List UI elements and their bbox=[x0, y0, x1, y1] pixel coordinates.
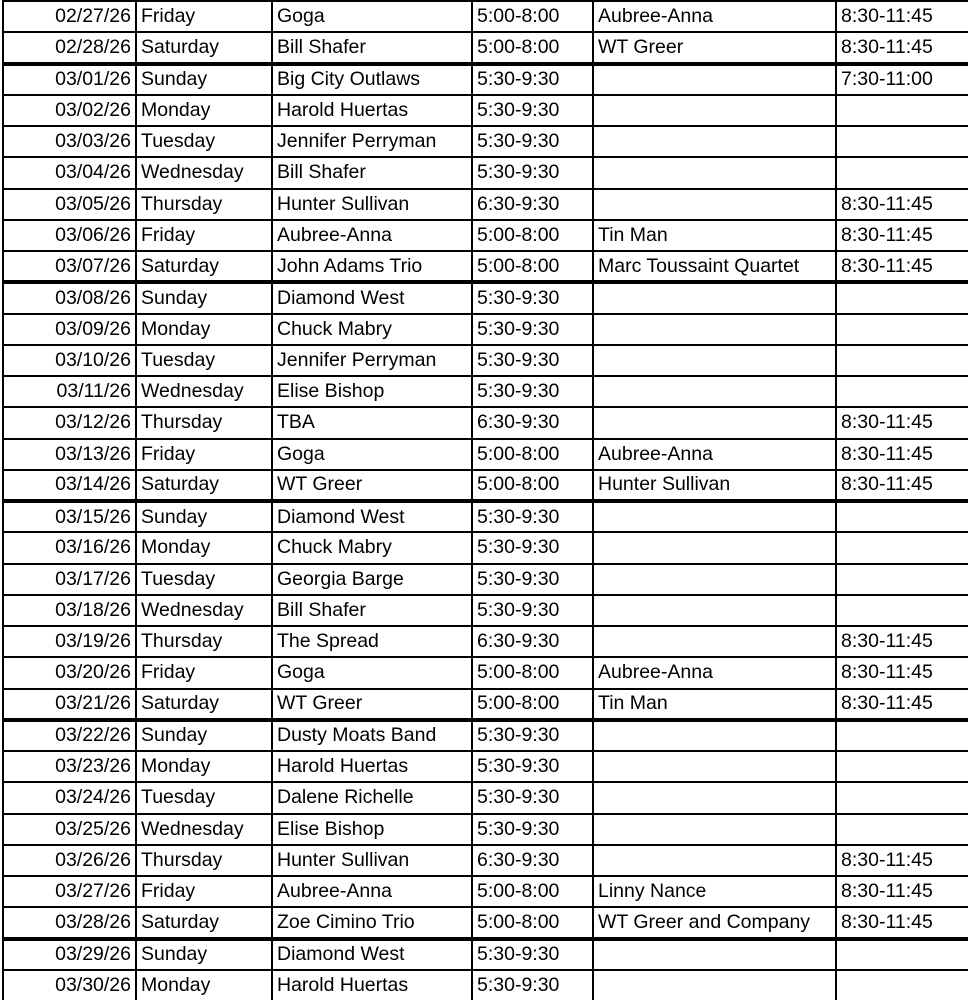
cell-day[interactable]: Monday bbox=[136, 314, 272, 345]
cell-late-time[interactable]: 8:30-11:45 bbox=[836, 220, 968, 251]
cell-early-time[interactable]: 5:30-9:30 bbox=[472, 376, 593, 407]
cell-early-act[interactable]: Harold Huertas bbox=[272, 95, 472, 126]
cell-date[interactable]: 03/24/26 bbox=[3, 782, 136, 813]
table-row bbox=[3, 251, 968, 282]
cell-early-act[interactable]: Goga bbox=[272, 1, 472, 32]
cell-late-act[interactable] bbox=[593, 376, 836, 407]
cell-early-act[interactable]: Diamond West bbox=[272, 501, 472, 532]
cell-late-act[interactable] bbox=[593, 970, 836, 1000]
cell-day[interactable]: Saturday bbox=[136, 689, 272, 720]
cell-day[interactable]: Monday bbox=[136, 751, 272, 782]
table-row bbox=[3, 189, 968, 220]
table-row bbox=[3, 564, 968, 595]
cell-late-time[interactable] bbox=[836, 814, 968, 845]
cell-late-act[interactable] bbox=[593, 626, 836, 657]
cell-early-time[interactable]: 5:30-9:30 bbox=[472, 157, 593, 188]
schedule-table-body bbox=[3, 1, 968, 1000]
cell-early-time[interactable]: 5:00-8:00 bbox=[472, 32, 593, 63]
table-row bbox=[3, 157, 968, 188]
cell-date[interactable]: 03/29/26 bbox=[3, 939, 136, 970]
table-row bbox=[3, 845, 968, 876]
cell-day[interactable]: Saturday bbox=[136, 251, 272, 282]
schedule-table bbox=[2, 0, 968, 1000]
table-row bbox=[3, 907, 968, 938]
cell-early-act[interactable]: Aubree-Anna bbox=[272, 876, 472, 907]
cell-day[interactable]: Friday bbox=[136, 1, 272, 32]
cell-early-act[interactable]: Bill Shafer bbox=[272, 595, 472, 626]
cell-late-time[interactable]: 8:30-11:45 bbox=[836, 470, 968, 501]
cell-late-act[interactable]: Linny Nance bbox=[593, 876, 836, 907]
table-row bbox=[3, 1, 968, 32]
cell-day[interactable]: Wednesday bbox=[136, 157, 272, 188]
cell-early-act[interactable]: Hunter Sullivan bbox=[272, 845, 472, 876]
cell-late-act[interactable] bbox=[593, 564, 836, 595]
cell-late-time[interactable] bbox=[836, 564, 968, 595]
cell-early-act[interactable]: Harold Huertas bbox=[272, 751, 472, 782]
cell-day[interactable]: Sunday bbox=[136, 939, 272, 970]
cell-day[interactable]: Thursday bbox=[136, 626, 272, 657]
cell-early-time[interactable]: 5:30-9:30 bbox=[472, 814, 593, 845]
cell-early-time[interactable]: 5:00-8:00 bbox=[472, 876, 593, 907]
cell-day[interactable]: Sunday bbox=[136, 282, 272, 313]
cell-late-act[interactable] bbox=[593, 532, 836, 563]
cell-late-time[interactable]: 8:30-11:45 bbox=[836, 657, 968, 688]
cell-date[interactable]: 03/18/26 bbox=[3, 595, 136, 626]
cell-date[interactable]: 03/07/26 bbox=[3, 251, 136, 282]
cell-early-act[interactable]: Georgia Barge bbox=[272, 564, 472, 595]
cell-date[interactable]: 03/19/26 bbox=[3, 626, 136, 657]
cell-day[interactable]: Friday bbox=[136, 439, 272, 470]
cell-late-time[interactable] bbox=[836, 970, 968, 1000]
cell-late-time[interactable]: 8:30-11:45 bbox=[836, 907, 968, 938]
cell-day[interactable]: Sunday bbox=[136, 720, 272, 751]
cell-early-time[interactable]: 5:00-8:00 bbox=[472, 907, 593, 938]
cell-date[interactable]: 03/06/26 bbox=[3, 220, 136, 251]
cell-early-time[interactable]: 6:30-9:30 bbox=[472, 626, 593, 657]
cell-date[interactable]: 03/30/26 bbox=[3, 970, 136, 1000]
table-row bbox=[3, 876, 968, 907]
cell-early-act[interactable]: Chuck Mabry bbox=[272, 314, 472, 345]
cell-early-time[interactable]: 5:00-8:00 bbox=[472, 1, 593, 32]
cell-late-act[interactable] bbox=[593, 814, 836, 845]
table-row bbox=[3, 470, 968, 501]
cell-late-time[interactable] bbox=[836, 595, 968, 626]
cell-early-time[interactable]: 5:30-9:30 bbox=[472, 782, 593, 813]
cell-date[interactable]: 03/08/26 bbox=[3, 282, 136, 313]
cell-late-time[interactable] bbox=[836, 282, 968, 313]
cell-late-act[interactable] bbox=[593, 282, 836, 313]
cell-day[interactable]: Wednesday bbox=[136, 814, 272, 845]
cell-early-act[interactable]: Hunter Sullivan bbox=[272, 189, 472, 220]
cell-early-act[interactable]: Diamond West bbox=[272, 939, 472, 970]
cell-early-time[interactable]: 5:00-8:00 bbox=[472, 439, 593, 470]
cell-early-act[interactable]: Jennifer Perryman bbox=[272, 126, 472, 157]
cell-early-time[interactable]: 5:30-9:30 bbox=[472, 970, 593, 1000]
cell-late-act[interactable] bbox=[593, 407, 836, 438]
cell-late-act[interactable] bbox=[593, 751, 836, 782]
cell-late-time[interactable]: 8:30-11:45 bbox=[836, 251, 968, 282]
cell-late-time[interactable] bbox=[836, 95, 968, 126]
cell-early-act[interactable]: TBA bbox=[272, 407, 472, 438]
table-row bbox=[3, 282, 968, 313]
cell-late-act[interactable] bbox=[593, 314, 836, 345]
cell-date[interactable]: 03/02/26 bbox=[3, 95, 136, 126]
cell-late-time[interactable]: 8:30-11:45 bbox=[836, 32, 968, 63]
table-row bbox=[3, 657, 968, 688]
cell-late-time[interactable] bbox=[836, 532, 968, 563]
table-row bbox=[3, 314, 968, 345]
cell-late-time[interactable] bbox=[836, 126, 968, 157]
cell-day[interactable]: Sunday bbox=[136, 64, 272, 95]
cell-early-act[interactable]: Chuck Mabry bbox=[272, 532, 472, 563]
cell-early-time[interactable]: 5:30-9:30 bbox=[472, 564, 593, 595]
cell-date[interactable]: 03/22/26 bbox=[3, 720, 136, 751]
cell-early-time[interactable]: 6:30-9:30 bbox=[472, 845, 593, 876]
cell-late-act[interactable] bbox=[593, 845, 836, 876]
cell-day[interactable]: Sunday bbox=[136, 501, 272, 532]
cell-early-act[interactable]: Harold Huertas bbox=[272, 970, 472, 1000]
cell-early-time[interactable]: 5:30-9:30 bbox=[472, 720, 593, 751]
cell-late-time[interactable] bbox=[836, 314, 968, 345]
cell-late-time[interactable] bbox=[836, 751, 968, 782]
table-row bbox=[3, 751, 968, 782]
cell-date[interactable]: 03/20/26 bbox=[3, 657, 136, 688]
cell-day[interactable]: Monday bbox=[136, 532, 272, 563]
cell-early-act[interactable]: Goga bbox=[272, 657, 472, 688]
table-row bbox=[3, 345, 968, 376]
cell-late-act[interactable] bbox=[593, 189, 836, 220]
cell-date[interactable]: 03/12/26 bbox=[3, 407, 136, 438]
cell-day[interactable]: Thursday bbox=[136, 845, 272, 876]
cell-late-time[interactable] bbox=[836, 345, 968, 376]
cell-date[interactable]: 03/26/26 bbox=[3, 845, 136, 876]
cell-early-time[interactable]: 5:00-8:00 bbox=[472, 657, 593, 688]
cell-date[interactable]: 03/15/26 bbox=[3, 501, 136, 532]
cell-late-act[interactable] bbox=[593, 64, 836, 95]
cell-date[interactable]: 03/05/26 bbox=[3, 189, 136, 220]
cell-late-time[interactable] bbox=[836, 157, 968, 188]
cell-late-act[interactable]: Aubree-Anna bbox=[593, 439, 836, 470]
cell-early-act[interactable]: Bill Shafer bbox=[272, 32, 472, 63]
cell-day[interactable]: Wednesday bbox=[136, 595, 272, 626]
cell-date[interactable]: 03/03/26 bbox=[3, 126, 136, 157]
cell-late-act[interactable] bbox=[593, 157, 836, 188]
cell-late-act[interactable] bbox=[593, 345, 836, 376]
cell-early-act[interactable]: Aubree-Anna bbox=[272, 220, 472, 251]
cell-late-act[interactable] bbox=[593, 720, 836, 751]
cell-early-time[interactable]: 5:30-9:30 bbox=[472, 501, 593, 532]
table-row bbox=[3, 939, 968, 970]
cell-early-time[interactable]: 5:30-9:30 bbox=[472, 95, 593, 126]
cell-date[interactable]: 03/17/26 bbox=[3, 564, 136, 595]
cell-late-time[interactable]: 8:30-11:45 bbox=[836, 439, 968, 470]
cell-late-act[interactable]: Aubree-Anna bbox=[593, 657, 836, 688]
cell-late-act[interactable]: Hunter Sullivan bbox=[593, 470, 836, 501]
cell-early-time[interactable]: 5:00-8:00 bbox=[472, 470, 593, 501]
cell-date[interactable]: 03/27/26 bbox=[3, 876, 136, 907]
cell-early-time[interactable]: 5:30-9:30 bbox=[472, 126, 593, 157]
cell-date[interactable]: 02/27/26 bbox=[3, 1, 136, 32]
cell-day[interactable]: Tuesday bbox=[136, 345, 272, 376]
cell-day[interactable]: Tuesday bbox=[136, 564, 272, 595]
cell-date[interactable]: 02/28/26 bbox=[3, 32, 136, 63]
table-row bbox=[3, 126, 968, 157]
cell-early-time[interactable]: 5:30-9:30 bbox=[472, 532, 593, 563]
cell-early-act[interactable]: WT Greer bbox=[272, 689, 472, 720]
cell-early-act[interactable]: Bill Shafer bbox=[272, 157, 472, 188]
cell-late-time[interactable] bbox=[836, 782, 968, 813]
table-row bbox=[3, 814, 968, 845]
table-row bbox=[3, 407, 968, 438]
cell-late-act[interactable]: WT Greer and Company bbox=[593, 907, 836, 938]
cell-day[interactable]: Friday bbox=[136, 876, 272, 907]
table-row bbox=[3, 626, 968, 657]
cell-late-act[interactable]: Marc Toussaint Quartet bbox=[593, 251, 836, 282]
cell-early-act[interactable]: Goga bbox=[272, 439, 472, 470]
table-row bbox=[3, 220, 968, 251]
table-row bbox=[3, 501, 968, 532]
table-row bbox=[3, 32, 968, 63]
cell-late-time[interactable] bbox=[836, 501, 968, 532]
cell-day[interactable]: Wednesday bbox=[136, 376, 272, 407]
cell-early-act[interactable]: Diamond West bbox=[272, 282, 472, 313]
cell-late-time[interactable]: 8:30-11:45 bbox=[836, 689, 968, 720]
cell-early-time[interactable]: 6:30-9:30 bbox=[472, 407, 593, 438]
table-row bbox=[3, 970, 968, 1000]
cell-early-time[interactable]: 5:30-9:30 bbox=[472, 314, 593, 345]
cell-early-time[interactable]: 5:30-9:30 bbox=[472, 939, 593, 970]
cell-late-act[interactable]: WT Greer bbox=[593, 32, 836, 63]
cell-day[interactable]: Thursday bbox=[136, 189, 272, 220]
cell-late-act[interactable]: Tin Man bbox=[593, 220, 836, 251]
cell-early-act[interactable]: WT Greer bbox=[272, 470, 472, 501]
cell-day[interactable]: Monday bbox=[136, 95, 272, 126]
cell-day[interactable]: Tuesday bbox=[136, 782, 272, 813]
cell-early-time[interactable]: 5:30-9:30 bbox=[472, 282, 593, 313]
cell-day[interactable]: Tuesday bbox=[136, 126, 272, 157]
table-row bbox=[3, 782, 968, 813]
cell-date[interactable]: 03/21/26 bbox=[3, 689, 136, 720]
cell-date[interactable]: 03/14/26 bbox=[3, 470, 136, 501]
table-row bbox=[3, 439, 968, 470]
cell-early-time[interactable]: 5:30-9:30 bbox=[472, 64, 593, 95]
cell-late-act[interactable] bbox=[593, 782, 836, 813]
cell-day[interactable]: Friday bbox=[136, 220, 272, 251]
cell-early-act[interactable]: John Adams Trio bbox=[272, 251, 472, 282]
cell-date[interactable]: 03/11/26 bbox=[3, 376, 136, 407]
cell-early-act[interactable]: Big City Outlaws bbox=[272, 64, 472, 95]
cell-late-time[interactable] bbox=[836, 939, 968, 970]
cell-early-act[interactable]: Jennifer Perryman bbox=[272, 345, 472, 376]
table-row bbox=[3, 689, 968, 720]
table-row bbox=[3, 376, 968, 407]
cell-date[interactable]: 03/23/26 bbox=[3, 751, 136, 782]
table-row bbox=[3, 720, 968, 751]
table-row bbox=[3, 64, 968, 95]
cell-early-act[interactable]: Dalene Richelle bbox=[272, 782, 472, 813]
table-row bbox=[3, 532, 968, 563]
cell-late-act[interactable]: Aubree-Anna bbox=[593, 1, 836, 32]
cell-date[interactable]: 03/10/26 bbox=[3, 345, 136, 376]
cell-early-act[interactable]: The Spread bbox=[272, 626, 472, 657]
cell-day[interactable]: Saturday bbox=[136, 470, 272, 501]
cell-early-time[interactable]: 5:30-9:30 bbox=[472, 345, 593, 376]
cell-late-time[interactable]: 8:30-11:45 bbox=[836, 407, 968, 438]
cell-late-time[interactable] bbox=[836, 376, 968, 407]
cell-early-time[interactable]: 5:30-9:30 bbox=[472, 595, 593, 626]
cell-late-act[interactable] bbox=[593, 126, 836, 157]
table-row bbox=[3, 95, 968, 126]
cell-day[interactable]: Friday bbox=[136, 657, 272, 688]
cell-early-act[interactable]: Elise Bishop bbox=[272, 814, 472, 845]
cell-day[interactable]: Saturday bbox=[136, 907, 272, 938]
cell-late-act[interactable] bbox=[593, 95, 836, 126]
cell-day[interactable]: Saturday bbox=[136, 32, 272, 63]
cell-date[interactable]: 03/13/26 bbox=[3, 439, 136, 470]
cell-early-time[interactable]: 5:30-9:30 bbox=[472, 751, 593, 782]
cell-late-time[interactable]: 8:30-11:45 bbox=[836, 189, 968, 220]
cell-early-act[interactable]: Zoe Cimino Trio bbox=[272, 907, 472, 938]
cell-late-act[interactable]: Tin Man bbox=[593, 689, 836, 720]
cell-early-time[interactable]: 5:00-8:00 bbox=[472, 220, 593, 251]
cell-date[interactable]: 03/25/26 bbox=[3, 814, 136, 845]
cell-date[interactable]: 03/09/26 bbox=[3, 314, 136, 345]
cell-early-time[interactable]: 6:30-9:30 bbox=[472, 189, 593, 220]
cell-early-time[interactable]: 5:00-8:00 bbox=[472, 251, 593, 282]
cell-late-act[interactable] bbox=[593, 501, 836, 532]
cell-late-time[interactable] bbox=[836, 720, 968, 751]
cell-late-time[interactable]: 8:30-11:45 bbox=[836, 876, 968, 907]
cell-date[interactable]: 03/16/26 bbox=[3, 532, 136, 563]
cell-day[interactable]: Thursday bbox=[136, 407, 272, 438]
cell-late-act[interactable] bbox=[593, 939, 836, 970]
cell-day[interactable]: Monday bbox=[136, 970, 272, 1000]
cell-late-time[interactable]: 8:30-11:45 bbox=[836, 845, 968, 876]
cell-late-time[interactable]: 8:30-11:45 bbox=[836, 1, 968, 32]
table-row bbox=[3, 595, 968, 626]
cell-early-time[interactable]: 5:00-8:00 bbox=[472, 689, 593, 720]
cell-early-act[interactable]: Dusty Moats Band bbox=[272, 720, 472, 751]
cell-date[interactable]: 03/01/26 bbox=[3, 64, 136, 95]
cell-late-act[interactable] bbox=[593, 595, 836, 626]
cell-late-time[interactable]: 8:30-11:45 bbox=[836, 626, 968, 657]
cell-early-act[interactable]: Elise Bishop bbox=[272, 376, 472, 407]
cell-late-time[interactable]: 7:30-11:00 bbox=[836, 64, 968, 95]
cell-date[interactable]: 03/28/26 bbox=[3, 907, 136, 938]
cell-date[interactable]: 03/04/26 bbox=[3, 157, 136, 188]
